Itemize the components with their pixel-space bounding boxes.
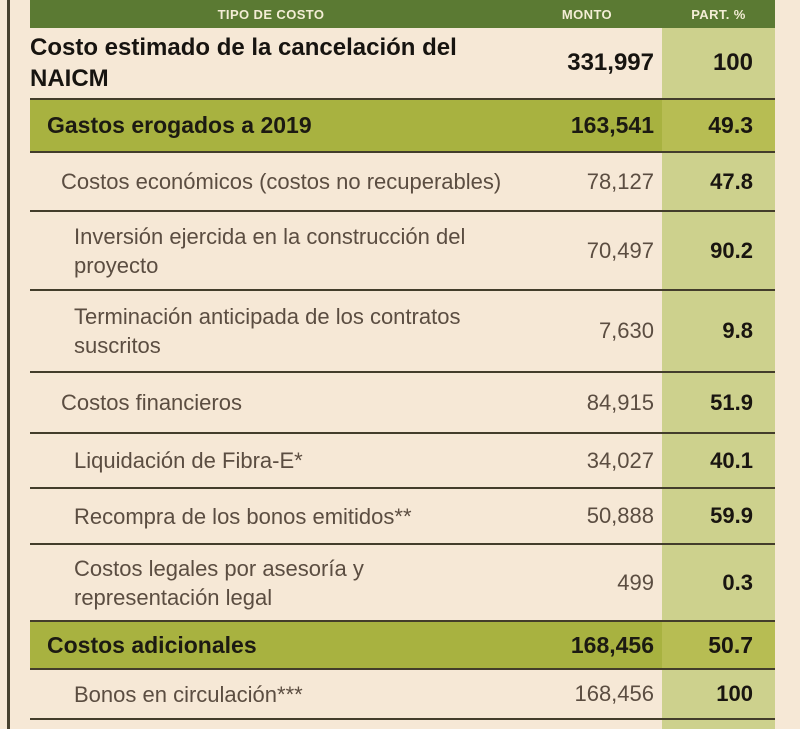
cell-tipo: Costo estimado de la cancelación del NAICM xyxy=(30,34,457,92)
column-header-part-pct: PART. % xyxy=(691,6,746,22)
left-border-line xyxy=(7,0,10,729)
column-header-tipo-de-costo: TIPO DE COSTO xyxy=(217,6,325,22)
cell-tipo: Bonos en circulación*** xyxy=(74,681,303,707)
cell-tipo: Costos legales por asesoría y representación legal xyxy=(74,555,364,610)
cell-monto: 78,127 xyxy=(586,168,654,194)
cell-part: 51.9 xyxy=(662,373,775,432)
cell-monto: 499 xyxy=(617,569,654,595)
cell-part: 59.9 xyxy=(662,489,775,543)
cost-table xyxy=(30,0,775,729)
cell-part: 47.8 xyxy=(662,153,775,210)
cell-part: 50.7 xyxy=(662,622,775,668)
table-row-costos-adicionales xyxy=(30,620,775,670)
cell-monto: 168,456 xyxy=(570,631,654,658)
spacer-cell xyxy=(662,720,775,729)
cell-monto: 331,997 xyxy=(567,49,654,76)
cell-monto: 34,027 xyxy=(586,447,654,473)
cell-monto: 163,541 xyxy=(570,112,654,138)
column-header-monto: MONTO xyxy=(561,6,613,22)
cell-monto: 168,456 xyxy=(574,681,654,706)
table-row-costos-financieros xyxy=(30,371,775,432)
cell-part: 9.8 xyxy=(662,291,775,371)
cell-tipo: Gastos erogados a 2019 xyxy=(47,112,312,138)
cell-part: 49.3 xyxy=(662,100,775,151)
table-bottom-spacer xyxy=(30,720,775,729)
table-row-liquidacion-fibra-e xyxy=(30,432,775,487)
cell-monto: 70,497 xyxy=(586,237,654,263)
cell-tipo: Costos económicos (costos no recuperables) xyxy=(61,169,502,194)
cell-part: 100 xyxy=(662,28,775,98)
table-row-costos-legales xyxy=(30,543,775,620)
cell-part: 40.1 xyxy=(662,434,775,487)
cell-part: 0.3 xyxy=(662,545,775,620)
table-row-costos-economicos xyxy=(30,153,775,210)
table-row-gastos-erogados xyxy=(30,98,775,153)
cell-part: 90.2 xyxy=(662,212,775,289)
cell-monto: 50,888 xyxy=(586,503,654,528)
cell-tipo: Costos financieros xyxy=(61,390,242,415)
table-row-bonos-circulacion xyxy=(30,670,775,720)
table-row-inversion-ejercida xyxy=(30,210,775,289)
cell-tipo: Terminación anticipada de los contratos suscritos xyxy=(74,304,461,358)
table-header-row xyxy=(30,0,775,28)
table-row-total-naicm xyxy=(30,28,775,98)
cell-tipo: Inversión ejercida en la construcción del proyecto xyxy=(74,223,466,278)
cell-part: 100 xyxy=(662,670,775,718)
cell-tipo: Costos adicionales xyxy=(47,631,257,658)
cell-tipo: Liquidación de Fibra-E* xyxy=(74,448,303,473)
table-row-terminacion-anticipada xyxy=(30,289,775,371)
cell-monto: 7,630 xyxy=(598,318,654,343)
table-row-recompra-bonos xyxy=(30,487,775,543)
cell-monto: 84,915 xyxy=(586,389,654,415)
cell-tipo: Recompra de los bonos emitidos** xyxy=(74,503,412,529)
